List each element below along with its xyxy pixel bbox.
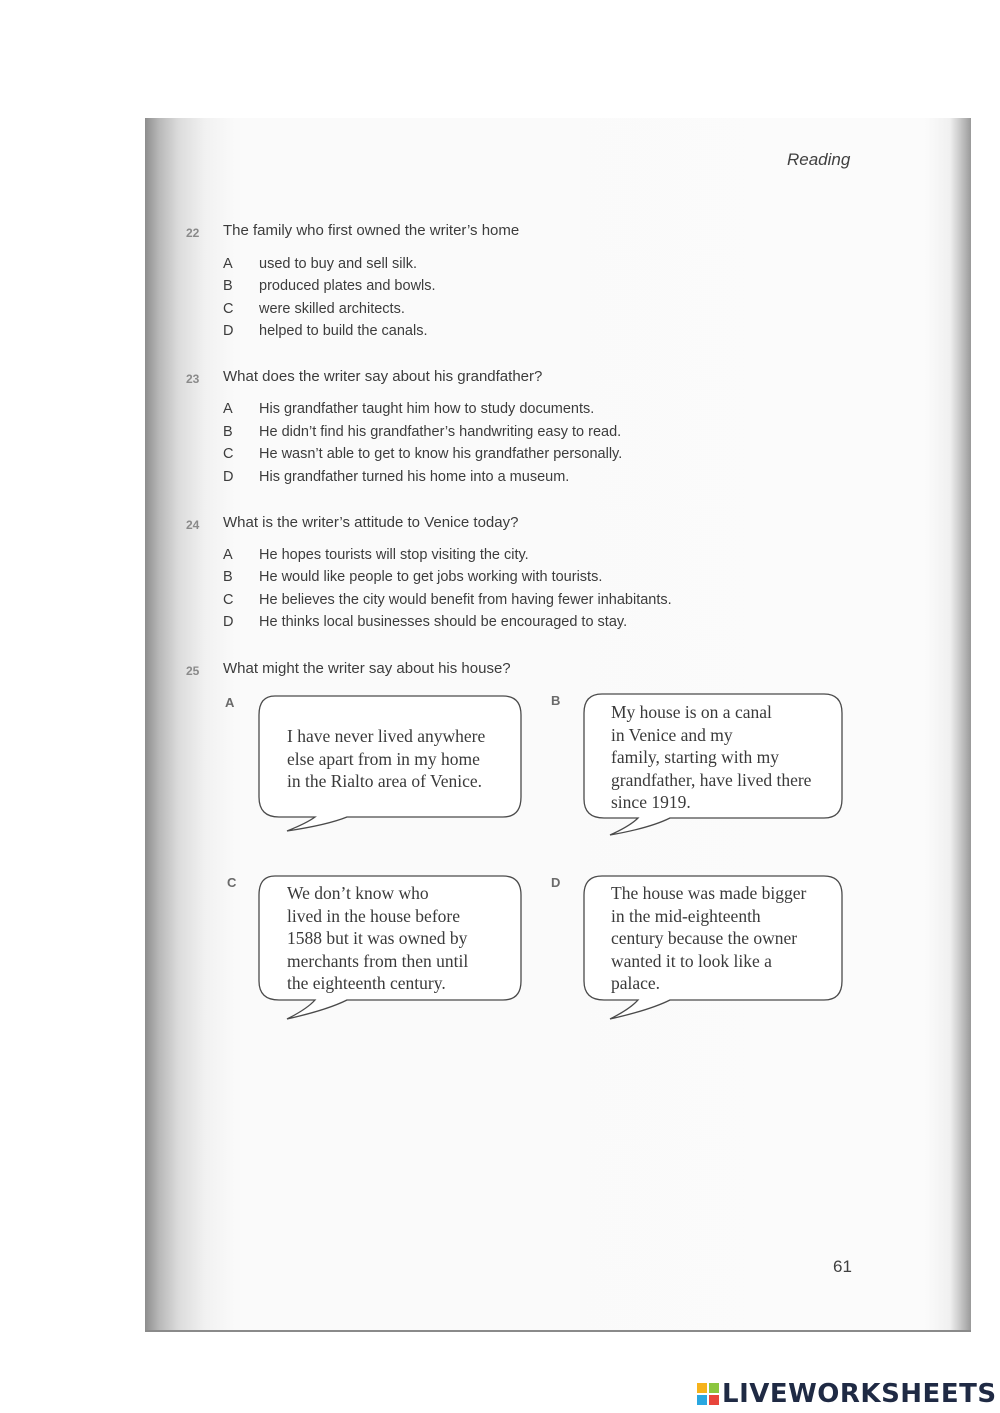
logo-mark-icon [697,1383,719,1405]
option-item[interactable] [223,592,783,608]
option-letter: D [223,614,234,630]
option-text: His grandfather taught him how to study documents. [259,401,595,417]
option-text: He would like people to get jobs working with tourists. [259,569,603,585]
option-letter: C [223,446,234,462]
option-letter: C [223,592,234,608]
option-item[interactable] [223,301,783,317]
question-number: 23 [186,372,200,386]
option-item[interactable] [223,569,783,585]
liveworksheets-logo [697,1379,997,1409]
logo-text: LIVEWORKSHEETS [722,1379,997,1409]
option-text: used to buy and sell silk. [259,256,417,272]
option-text: He hopes tourists will stop visiting the city. [259,547,529,563]
option-text: He thinks local businesses should be encouraged to stay. [259,614,628,630]
option-text: were skilled architects. [259,301,405,317]
question-text: What is the writer’s attitude to Venice today? [223,514,519,531]
speech-bubble-c[interactable] [255,873,525,1013]
bubble-letter: D [551,875,561,890]
option-text: He believes the city would benefit from having fewer inhabitants. [259,592,672,608]
speech-bubble-a[interactable] [255,693,525,833]
bubble-text: The house was made bigger in the mid-eighteenth century because the owner wanted it to look like a palace. [611,883,807,993]
option-letter: B [223,424,233,440]
option-letter: D [223,323,234,339]
bubble-text: My house is on a canal in Venice and my family, starting with my grandfather, have lived there since 1919. [611,702,812,812]
question-text: What might the writer say about his house? [223,660,511,677]
option-text: He wasn’t able to get to know his grandfather personally. [259,446,623,462]
option-letter: B [223,569,233,585]
option-letter: A [223,401,233,417]
option-item[interactable] [223,278,783,294]
option-item[interactable] [223,401,783,417]
option-item[interactable] [223,469,783,485]
option-text: His grandfather turned his home into a museum. [259,469,570,485]
option-text: He didn’t find his grandfather’s handwriting easy to read. [259,424,622,440]
option-text: helped to build the canals. [259,323,428,339]
option-text: produced plates and bowls. [259,278,436,294]
bubble-text: I have never lived anywhere else apart from in my home in the Rialto area of Venice. [287,726,486,791]
option-letter: C [223,301,234,317]
option-letter: D [223,469,234,485]
bubble-letter: B [551,693,561,708]
option-letter: A [223,547,233,563]
question-number: 25 [186,664,200,678]
question-number: 22 [186,226,200,240]
speech-bubble-d[interactable] [580,873,850,1013]
option-item[interactable] [223,547,783,563]
bubble-letter: A [225,695,235,710]
option-item[interactable] [223,446,783,462]
bubble-letter: C [227,875,237,890]
option-letter: B [223,278,233,294]
bubble-text: We don’t know who lived in the house before 1588 but it was owned by merchants from then until the eighteenth century. [287,883,469,993]
option-item[interactable] [223,256,783,272]
option-item[interactable] [223,424,783,440]
option-letter: A [223,256,233,272]
question-number: 24 [186,518,200,532]
question-text: What does the writer say about his grandfather? [223,368,543,385]
option-item[interactable] [223,614,783,630]
option-item[interactable] [223,323,783,339]
question-text: The family who first owned the writer’s home [223,222,520,239]
speech-bubble-b[interactable] [580,691,850,831]
page-number: 61 [833,1257,852,1276]
section-header: Reading [787,150,851,169]
